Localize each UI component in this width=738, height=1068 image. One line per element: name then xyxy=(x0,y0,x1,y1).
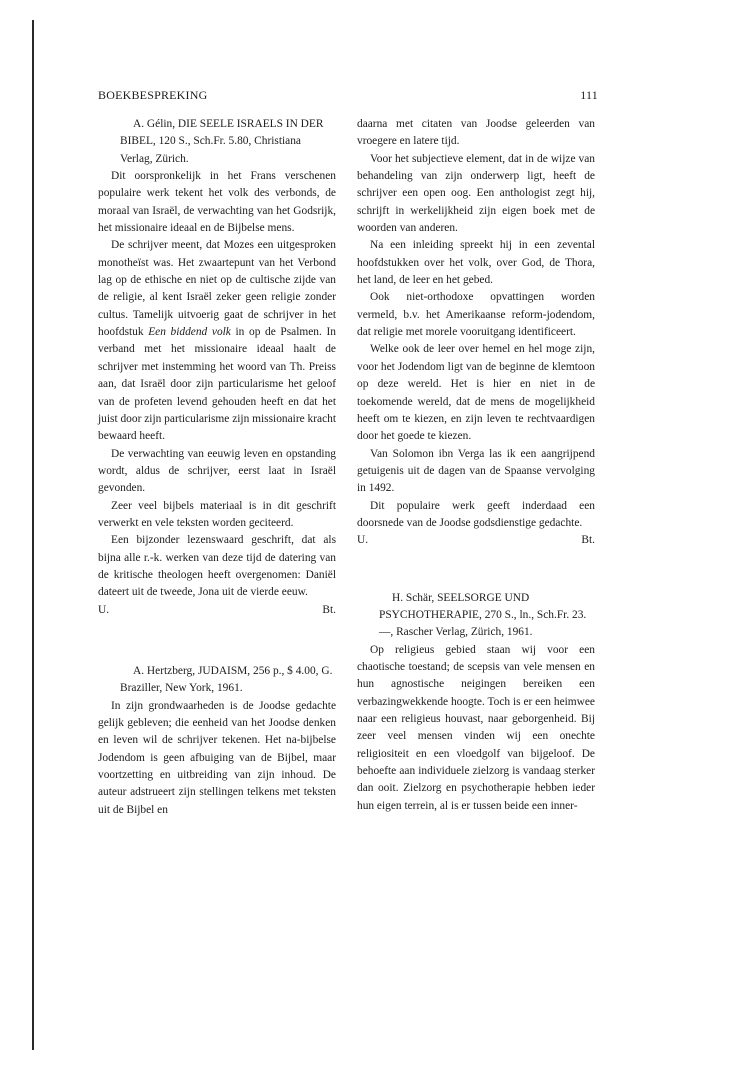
section-title: BOEKBESPREKING xyxy=(98,88,208,102)
review-paragraph: Voor het subjectieve element, dat in de wijze van behandeling van zijn onderwerp ligt, heeft de schrijver een open oog. Een anthologist zegt hij, schrijft in werkelijkheid zijn eigen boek met de woorden van anderen. xyxy=(357,152,595,235)
running-head xyxy=(98,88,598,103)
review-paragraph xyxy=(98,237,336,445)
signature-initial: U. xyxy=(357,534,369,547)
review-heading-hertzberg: A. Hertzberg, JUDAISM, 256 p., $ 4.00, G. Braziller, New York, 1961. xyxy=(120,664,333,695)
review-paragraph: Een bijzonder lezenswaard geschrift, dat als bijna alle r.-k. werken van deze tijd de datering van de kritische theologen heeft overgenomen: Daniël dateert uit de tweede, Jona uit de vierde eeuw. xyxy=(98,534,336,599)
review-paragraph-continued: daarna met citaten van Joodse geleerden van vroegere en latere tijd. xyxy=(357,118,595,148)
review-heading-schar: H. Schär, SEELSORGE UND PSYCHOTHERAPIE, 270 S., ln., Sch.Fr. 23.—, Rascher Verlag, Zürich, 1961. xyxy=(379,591,587,639)
signature-initials: Bt. xyxy=(581,534,595,547)
italic-title: Een biddend volk xyxy=(148,326,231,339)
review-signature xyxy=(357,532,595,549)
review-paragraph: Welke ook de leer over hemel en hel moge zijn, voor het Jodendom ligt van de beginne de klemtoon op deze wereld. Het is hier en niet in de toekomende wereld, dat de mens de mogelijkheid heeft om te kiezen, en zijn leven te rechtvaardigen door het goede te kiezen. xyxy=(357,343,595,443)
review-paragraph: Ook niet-orthodoxe opvattingen worden vermeld, b.v. het Amerikaanse reform-jodendom, dat religie met morele vooruitgang identificeert. xyxy=(357,291,595,339)
scan-edge-line xyxy=(32,20,34,1050)
review-spacer xyxy=(357,550,595,590)
page-number: 111 xyxy=(580,88,598,102)
left-column xyxy=(98,116,336,819)
review-paragraph: Zeer veel bijbels materiaal is in dit geschrift verwerkt en vele teksten worden geciteerd. xyxy=(98,499,336,529)
paragraph-text: in op de Psalmen. In verband met het missionaire ideaal haalt de schrijver met instemming het woord van Th. Preiss aan, dat Israël door zijn particularisme het geloof van de profeten levend gehouden heeft en dat het juist door zijn particularisme zijn missionaire kracht bewaard heeft. xyxy=(98,326,336,443)
signature-initials: Bt. xyxy=(322,603,336,616)
review-signature xyxy=(98,602,336,619)
signature-initial: U. xyxy=(98,603,110,616)
paragraph-text: De schrijver meent, dat Mozes een uitgesproken monotheïst was. Het zwaartepunt van het Verbond lag op de ethische en niet op de cultische zijde van de religie, al kent Israël zeker geen religie zonder cultus. Tamelijk uitvoerig gaat de schrijver in het hoofdstuk xyxy=(98,239,336,339)
review-paragraph: Na een inleiding spreekt hij in een zevental hoofdstukken over het volk, over God, de Thora, het land, de leer en het gebed. xyxy=(357,239,595,287)
review-paragraph: Dit populaire werk geeft inderdaad een doorsnede van de Joodse godsdienstige gedachte. xyxy=(357,499,595,529)
review-paragraph: In zijn grondwaarheden is de Joodse gedachte gelijk gebleven; die eenheid van het Joodse denken en leven wil de schrijver tekenen. Het na-bijbelse Jodendom is geen afbuiging van de Bijbel, maar voortzetting en uitbreiding van zijn inhoud. De auteur adstrueert zijn stellingen telkens met teksten uit de Bijbel en xyxy=(98,699,336,816)
review-paragraph: De verwachting van eeuwig leven en opstanding wordt, aldus de schrijver, eerst laat in Israël gevonden. xyxy=(98,447,336,495)
review-paragraph: Dit oorspronkelijk in het Frans verschenen populaire werk tekent het volk des verbonds, de moraal van Israël, de verwachting van het Godsrijk, het missionaire ideaal en de Bijbelse mens. xyxy=(98,170,336,235)
right-column xyxy=(357,116,595,815)
review-heading-gelin: A. Gélin, DIE SEELE ISRAELS IN DER BIBEL, 120 S., Sch.Fr. 5.80, Christiana Verlag, Zürich. xyxy=(120,118,324,165)
review-paragraph: Op religieus gebied staan wij voor een chaotische toestand; de scepsis van vele mensen en hun agnostische neigingen bereiken een verbazingwekkende hoogte. Toch is er een heimwee naar een religieus houvast, naar geborgenheid. Bij zeer veel mensen vinden wij een onechte religiositeit en een vloedgolf van bijgeloof. De behoefte aan individuele zielzorg is vandaag sterker dan ooit. Zielzorg en psychotherapie hebben ieder hun eigen terrein, al is er tussen beide een inner- xyxy=(357,643,595,812)
review-spacer xyxy=(98,619,336,663)
review-paragraph: Van Solomon ibn Verga las ik een aangrijpend getuigenis uit de dagen van de Spaanse vervolging in 1492. xyxy=(357,447,595,495)
